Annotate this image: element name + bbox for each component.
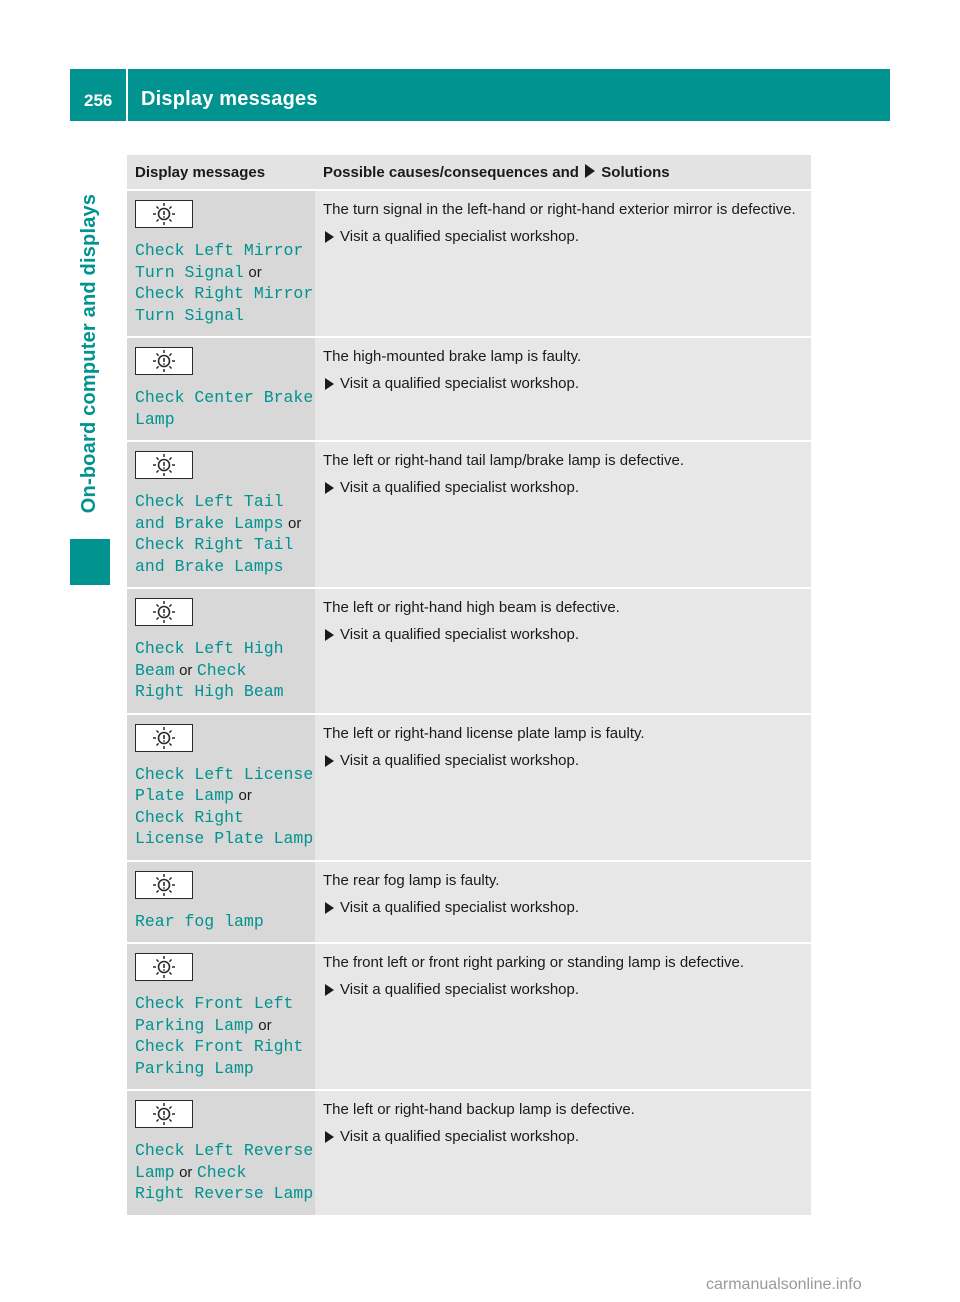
message-line bbox=[135, 387, 314, 409]
lamp-warning-icon bbox=[135, 724, 193, 752]
message-line bbox=[135, 828, 314, 850]
message-line bbox=[135, 1015, 307, 1037]
message-line bbox=[135, 556, 307, 578]
message-code: Check Front Right bbox=[135, 1037, 304, 1056]
or-connector: or bbox=[238, 787, 252, 804]
table-row bbox=[127, 943, 811, 1090]
message-line bbox=[135, 1140, 314, 1162]
table-row bbox=[127, 714, 811, 861]
cause-text: The turn signal in the left-hand or right-hand exterior mirror is defective. bbox=[323, 201, 796, 218]
message-line bbox=[135, 911, 307, 933]
message-line bbox=[135, 534, 307, 556]
message-code: Check Left License bbox=[135, 764, 314, 784]
message-line bbox=[135, 764, 314, 786]
display-message-cell bbox=[127, 588, 315, 714]
cause-text: The high-mounted brake lamp is faulty. bbox=[323, 348, 582, 365]
cause-text: The left or right-hand tail lamp/brake lamp is defective. bbox=[323, 452, 685, 469]
cause-text: The left or right-hand high beam is defective. bbox=[323, 599, 620, 616]
message-line bbox=[135, 638, 307, 660]
display-message-cell bbox=[127, 441, 315, 588]
col-header-prefix: Possible causes/consequences and bbox=[323, 163, 579, 181]
arrow-right-icon bbox=[325, 482, 334, 494]
message-code: Lamp bbox=[135, 1162, 175, 1182]
message-code: Rear fog lamp bbox=[135, 911, 264, 931]
arrow-right-icon bbox=[325, 378, 334, 390]
solution-cell bbox=[315, 943, 811, 1090]
arrow-right-icon bbox=[325, 902, 334, 914]
message-line bbox=[135, 305, 307, 327]
message-code: Right Reverse Lamp bbox=[135, 1184, 314, 1203]
solution-cell bbox=[315, 1090, 811, 1216]
or-connector: or bbox=[179, 1163, 193, 1181]
or-connector: or bbox=[287, 514, 302, 532]
message-line bbox=[135, 993, 307, 1015]
message-line bbox=[135, 491, 307, 513]
action-text: Visit a qualified specialist workshop. bbox=[340, 228, 580, 245]
message-line bbox=[135, 807, 307, 829]
action-item bbox=[323, 1126, 803, 1148]
lamp-warning-icon bbox=[135, 1100, 193, 1128]
table-row bbox=[127, 588, 811, 714]
solution-cell bbox=[315, 714, 811, 861]
cause-text: The rear fog lamp is faulty. bbox=[323, 871, 500, 889]
message-code: License Plate Lamp bbox=[135, 829, 314, 848]
message-code: Check Left Tail bbox=[135, 492, 284, 511]
message-code: Check Right Mirror bbox=[135, 284, 314, 303]
lamp-warning-icon bbox=[135, 347, 193, 375]
message-line bbox=[135, 513, 307, 535]
message-code: Check Left Mirror bbox=[135, 241, 304, 260]
display-message-cell bbox=[127, 190, 315, 337]
action-item bbox=[323, 750, 803, 772]
header-divider bbox=[126, 69, 128, 121]
display-message-cell bbox=[127, 337, 315, 441]
action-text: Visit a qualified specialist workshop. bbox=[340, 479, 580, 496]
action-item bbox=[323, 226, 803, 248]
action-text: Visit a qualified specialist workshop. bbox=[340, 981, 580, 998]
action-item bbox=[323, 624, 803, 646]
table-row bbox=[127, 337, 811, 441]
message-code: Beam bbox=[135, 660, 175, 680]
display-message-cell bbox=[127, 714, 315, 861]
message-line bbox=[135, 283, 314, 305]
display-message-cell bbox=[127, 861, 315, 944]
message-line bbox=[135, 1036, 307, 1058]
cause-text: The front left or front right parking or standing lamp is defective. bbox=[323, 954, 745, 971]
message-code: Parking Lamp bbox=[135, 1058, 254, 1078]
cause-text: The left or right-hand backup lamp is defective. bbox=[323, 1101, 635, 1118]
message-code: Lamp bbox=[135, 409, 175, 429]
solution-cell bbox=[315, 337, 811, 441]
arrow-right-icon bbox=[325, 629, 334, 641]
action-item bbox=[323, 477, 803, 499]
or-connector: or bbox=[258, 1016, 272, 1034]
col-header-suffix: Solutions bbox=[601, 163, 670, 181]
message-line bbox=[135, 785, 307, 807]
cause-text: The left or right-hand license plate lamp is faulty. bbox=[323, 724, 645, 742]
arrow-right-icon bbox=[325, 231, 334, 243]
message-code: Check bbox=[196, 1162, 247, 1182]
table-row bbox=[127, 1090, 811, 1216]
action-text: Visit a qualified specialist workshop. bbox=[340, 626, 580, 643]
lamp-warning-icon bbox=[135, 598, 193, 626]
table-row bbox=[127, 441, 811, 588]
message-code: Check Right bbox=[135, 807, 244, 827]
col-header-solutions bbox=[315, 155, 811, 190]
table-header-row bbox=[127, 155, 811, 190]
message-line bbox=[135, 1183, 314, 1205]
message-code: Check Right Tail bbox=[135, 535, 294, 554]
message-code: Check bbox=[196, 660, 247, 680]
table-row bbox=[127, 190, 811, 337]
page-number: 256 bbox=[84, 91, 113, 110]
display-message-cell bbox=[127, 1090, 315, 1216]
page-title: Display messages bbox=[141, 88, 318, 110]
message-line bbox=[135, 1058, 307, 1080]
message-code: Turn Signal bbox=[135, 305, 244, 325]
lamp-warning-icon bbox=[135, 871, 193, 899]
message-code: Turn Signal bbox=[135, 262, 244, 282]
message-code: Check Center Brake bbox=[135, 388, 314, 407]
solution-cell bbox=[315, 190, 811, 337]
message-line bbox=[135, 660, 307, 682]
action-item bbox=[323, 373, 803, 395]
display-message-cell bbox=[127, 943, 315, 1090]
or-connector: or bbox=[179, 661, 193, 679]
message-line bbox=[135, 681, 307, 703]
display-messages-table bbox=[127, 155, 811, 1217]
action-text: Visit a qualified specialist workshop. bbox=[340, 375, 580, 392]
side-section-label bbox=[70, 121, 110, 585]
message-line bbox=[135, 262, 307, 284]
lamp-warning-icon bbox=[135, 200, 193, 228]
message-code: and Brake Lamps bbox=[135, 556, 284, 576]
col-header-display-messages: Display messages bbox=[127, 155, 315, 190]
action-text: Visit a qualified specialist workshop. bbox=[340, 1128, 580, 1145]
message-code: Parking Lamp bbox=[135, 1015, 254, 1035]
side-tab-marker bbox=[70, 539, 110, 585]
message-code: Check Left High bbox=[135, 639, 284, 658]
arrow-right-icon bbox=[325, 755, 334, 767]
arrow-right-icon bbox=[585, 164, 595, 178]
solution-cell bbox=[315, 588, 811, 714]
message-code: Check Left Reverse bbox=[135, 1141, 314, 1160]
lamp-warning-icon bbox=[135, 953, 193, 981]
solution-cell bbox=[315, 861, 811, 944]
message-code: Check Front Left bbox=[135, 994, 294, 1013]
solution-cell bbox=[315, 441, 811, 588]
message-code: Right High Beam bbox=[135, 682, 284, 701]
message-code: and Brake Lamps bbox=[135, 513, 284, 533]
lamp-warning-icon bbox=[135, 451, 193, 479]
action-text: Visit a qualified specialist workshop. bbox=[340, 751, 580, 769]
arrow-right-icon bbox=[325, 1131, 334, 1143]
message-code: Plate Lamp bbox=[135, 786, 235, 805]
message-line bbox=[135, 1162, 307, 1184]
table-row bbox=[127, 861, 811, 944]
arrow-right-icon bbox=[325, 984, 334, 996]
action-text: Visit a qualified specialist workshop. bbox=[340, 898, 580, 916]
message-line bbox=[135, 240, 307, 262]
action-item bbox=[323, 897, 803, 919]
watermark: carmanualsonline.info bbox=[706, 1276, 862, 1293]
message-line bbox=[135, 409, 307, 431]
or-connector: or bbox=[248, 263, 262, 281]
side-section-text: On-board computer and displays bbox=[78, 193, 101, 513]
action-item bbox=[323, 979, 803, 1001]
